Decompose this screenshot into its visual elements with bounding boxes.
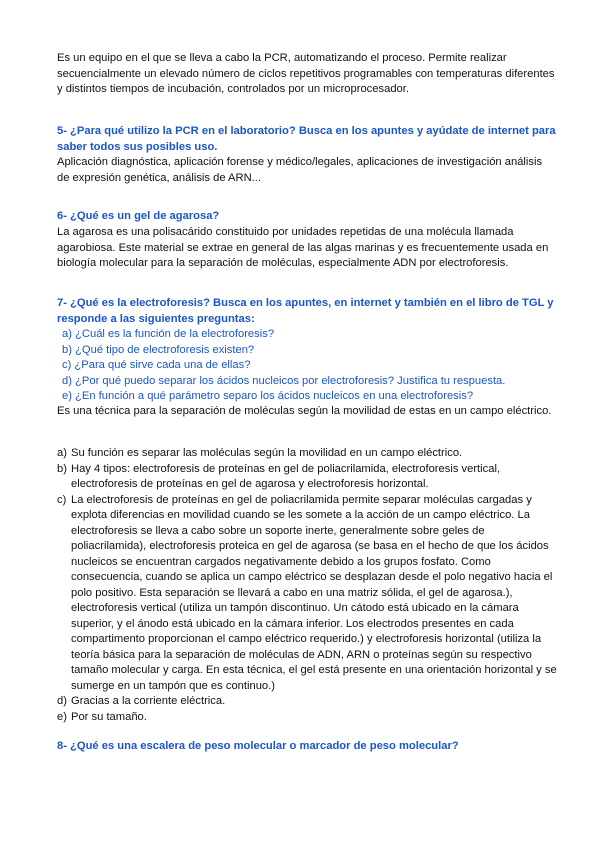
- question-5: 5- ¿Para qué utilizo la PCR en el laboratorio? Busca en los apuntes y ayúdate de internet para saber todos sus posibles uso.: [57, 125, 556, 153]
- answer-item-e: [57, 710, 557, 726]
- answer-text: Hay 4 tipos: electroforesis de proteínas en gel de poliacrilamida, electroforesis vertical, electroforesis de proteínas en gel de agarosa y electroforesis horizontal.: [71, 462, 501, 490]
- answer-7-intro: Es una técnica para la separación de moléculas según la movilidad de estas en un campo eléctrico.: [57, 405, 552, 417]
- answer-text: Su función es separar las moléculas según la movilidad en un campo eléctrico.: [71, 447, 463, 459]
- answer-item-a: [57, 446, 557, 462]
- answer-7-list: [57, 446, 557, 725]
- answer-text: Por su tamaño.: [71, 710, 147, 723]
- answer-label: a): [57, 447, 67, 459]
- subquestion-b: b) ¿Qué tipo de electroforesis existen?: [62, 343, 255, 356]
- question-6: 6- ¿Qué es un gel de agarosa?: [57, 210, 220, 222]
- subquestion-e: e) ¿En función a qué parámetro separo los ácidos nucleicos en una electroforesis?: [62, 390, 474, 402]
- subquestion-d: d) ¿Por qué puedo separar los ácidos nucleicos por electroforesis? Justifica tu respuesta.: [62, 374, 506, 387]
- answer-label: e): [57, 710, 67, 723]
- answer-5: Aplicación diagnóstica, aplicación forense y médico/legales, aplicaciones de investigación análisis de expresión genética, análisis de ARN...: [57, 156, 543, 184]
- answer-label: c): [57, 493, 67, 506]
- subquestion-a: a) ¿Cuál es la función de la electroforesis?: [62, 328, 275, 340]
- answer-text: La electroforesis de proteínas en gel de poliacrilamida permite separar moléculas cargadas y explota diferencias en movilidad cuando se les somete a la acción de un campo eléctrico. La electroforesis se lleva a cabo sobre un soporte inerte, generalmente sobre geles de poliacrilamida), electroforesis proteica en gel de agarosa (se basa en el hecho de que los ácidos nucleicos se encuentran cargados negativamente debido a los grupos fosfato. Como consecuencia, cuando se aplica un campo eléctrico se desplazan desde el polo negativo hacia el polo positivo. Esta separación se llevará a cabo en una matriz sólida, el gel de agarosa.), electroforesis vertical (utiliza un tampón discontinuo. Un cátodo está ubicado en la cámara superior, y el ánodo está ubicado en la cámara inferior. Los electrodos presentes en cada compartimento proporcionan el campo eléctrico requerido.) y electroforesis horizontal (utiliza la teoría básica para la separación de moléculas de ADN, ARN o proteínas según su respectivo tamaño molecular y carga. En esta técnica, el gel está presente en una orientación horizontal y se sumerge en un tampón que es continuo.): [71, 493, 557, 692]
- answer-item-c: [57, 493, 557, 695]
- question-8: 8- ¿Qué es una escalera de peso molecular o marcador de peso molecular?: [57, 740, 459, 752]
- answer-6: La agarosa es una polisacárido constituido por unidades repetidas de una molécula llamada agarobiosa. Este material se extrae en general de las algas marinas y es frecuentemente usada en biología molecular para la separación de moléculas, especialmente ADN por electroforesis.: [57, 226, 549, 269]
- answer-item-b: [57, 462, 557, 493]
- question-7: 7- ¿Qué es la electroforesis? Busca en los apuntes, en internet y también en el libro de TGL y responde a las siguientes preguntas:: [57, 297, 554, 325]
- intro-paragraph: Es un equipo en el que se lleva a cabo la PCR, automatizando el proceso. Permite realizar secuencialmente un elevado número de ciclos repetitivos programables con temperaturas diferentes y distintos tiempos de incubación, controlados por un microprocesador.: [57, 52, 555, 95]
- answer-text: Gracias a la corriente eléctrica.: [71, 695, 226, 707]
- question-7-subquestions: [57, 327, 557, 405]
- answer-label: d): [57, 695, 67, 707]
- answer-label: b): [57, 462, 67, 475]
- subquestion-c: c) ¿Para qué sirve cada una de ellas?: [62, 359, 251, 371]
- answer-item-d: [57, 694, 557, 710]
